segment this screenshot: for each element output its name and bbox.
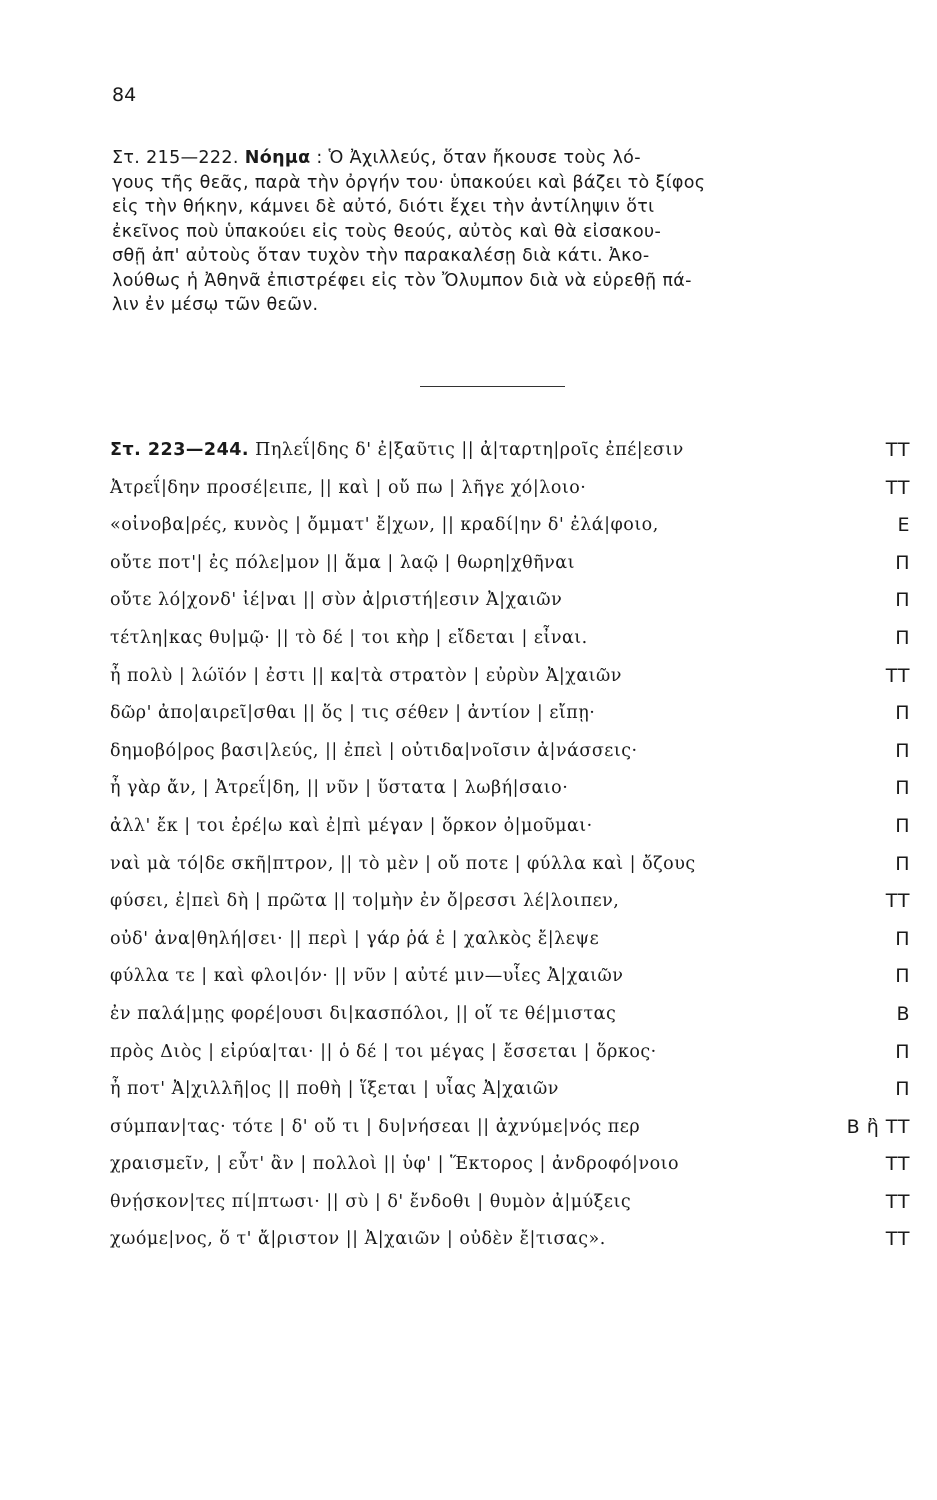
verse-line xyxy=(110,658,910,696)
verse-line xyxy=(110,582,910,620)
verse-line xyxy=(110,733,910,771)
meter-mark: Π xyxy=(895,626,910,649)
verse-line xyxy=(110,996,910,1034)
meter-mark: Π xyxy=(895,739,910,762)
verse-text: ἦ πολὺ | λώϊόν | ἐστι || κα|τὰ στρατὸν | εὐρὺν Ἀ|χαιῶν xyxy=(110,665,622,686)
verse-text: οὔτε λό|χονδ' ἰέ|ναι || σὺν ἀ|ριστή|εσιν Ἀ|χαιῶν xyxy=(110,590,563,611)
verse-text: Ἀτρεΐ|δην προσέ|ειπε, || καὶ | οὔ πω | λῆγε χό|λοιο· xyxy=(110,477,587,498)
meter-mark: Π xyxy=(895,1040,910,1063)
verse-line xyxy=(110,921,910,959)
verse-text: Πηλεΐ|δης δ' ἐ|ξαῦτις || ἀ|ταρτη|ροῖς ἐπέ|εσιν xyxy=(249,440,684,460)
note-line: γους τῆς θεᾶς, παρὰ τὴν ὀργήν του· ὑπακούει καὶ βάζει τὸ ξίφος xyxy=(112,172,706,193)
verse-text: ἦ γὰρ ἄν, | Ἀτρεΐ|δη, || νῦν | ὕστατα | λωβή|σαιο· xyxy=(110,778,569,799)
verse-line xyxy=(110,1184,910,1222)
verse-line xyxy=(110,958,910,996)
verse-text: ἦ ποτ' Ἀ|χιλλῆ|ος || ποθὴ | ἵξεται | υἷας Ἀ|χαιῶν xyxy=(110,1079,559,1100)
verse-text: τέτλη|κας θυ|μῷ· || τὸ δέ | τοι κὴρ | εἴδεται | εἶναι. xyxy=(110,627,588,648)
verse-text: σύμπαν|τας· τότε | δ' οὔ τι | δυ|νήσεαι || ἀχνύμε|νός περ xyxy=(110,1116,641,1137)
verse-range-label: Στ. 223—244. xyxy=(110,440,250,460)
commentary-paragraph xyxy=(112,146,932,318)
verse-list xyxy=(110,432,910,1259)
verse-text: χραισμεῖν, | εὖτ' ἂν | πολλοὶ || ὑφ' | Ἕκτορος | ἀνδροφό|νοιο xyxy=(110,1154,680,1175)
verse-line xyxy=(110,545,910,583)
meter-mark: Β ἢ ΤΤ xyxy=(846,1115,910,1138)
verse-line xyxy=(110,846,910,884)
section-divider xyxy=(420,386,565,387)
verse-text: οὐδ' ἀνα|θηλή|σει· || περὶ | γάρ ῥά ἑ | χαλκὸς ἔ|λεψε xyxy=(110,928,600,949)
verse-line xyxy=(110,1034,910,1072)
verse-text: δῶρ' ἀπο|αιρεῖ|σθαι || ὅς | τις σέθεν | ἀντίον | εἴπῃ· xyxy=(110,703,596,724)
verse-line xyxy=(110,1146,910,1184)
verse-text: ναὶ μὰ τό|δε σκῆ|πτρον, || τὸ μὲν | οὔ ποτε | φύλλα καὶ | ὄζους xyxy=(110,853,696,874)
verse-text: «οἰνοβα|ρές, κυνὸς | ὄμματ' ἔ|χων, || κραδί|ην δ' ἐλά|φοιο, xyxy=(110,515,659,536)
verse-text: οὔτε ποτ'| ἐς πόλε|μον || ἅμα | λαῷ | θωρη|χθῆναι xyxy=(110,552,575,573)
note-line: σθῇ ἀπ' αὐτοὺς ὅταν τυχὸν τὴν παρακαλέσῃ διὰ κάτι. Ἀκο- xyxy=(112,246,650,266)
note-line: εἰς τὴν θήκην, κάμνει δὲ αὐτό, διότι ἔχει τὴν ἀντίληψιν ὅτι xyxy=(112,197,655,217)
meter-mark: Π xyxy=(895,852,910,875)
meter-mark: ΤΤ xyxy=(885,1228,910,1251)
note-line: λιν ἐν μέσῳ τῶν θεῶν. xyxy=(112,295,319,315)
verse-text: ἐν παλά|μῃς φορέ|ουσι δι|κασπόλοι, || οἵ τε θέ|μιστας xyxy=(110,1003,617,1024)
verse-text: δημοβό|ρος βασι|λεύς, || ἐπεὶ | οὐτιδα|νοῖσιν ἀ|νάσσεις· xyxy=(110,740,638,761)
page-number: 84 xyxy=(112,84,137,106)
verse-text: χωόμε|νος, ὅ τ' ἄ|ριστον || Ἀ|χαιῶν | οὐδὲν ἔ|τισας». xyxy=(110,1229,606,1250)
verse-line xyxy=(110,620,910,658)
meter-mark: ΤΤ xyxy=(885,890,910,913)
verse-line xyxy=(110,507,910,545)
meter-mark: ΤΤ xyxy=(885,1153,910,1176)
verse-line xyxy=(110,1221,910,1259)
verse-text: φύσει, ἐ|πεὶ δὴ | πρῶτα || το|μὴν ἐν ὄ|ρεσσι λέ|λοιπεν, xyxy=(110,891,620,912)
meter-mark: Π xyxy=(895,927,910,950)
verse-line xyxy=(110,432,910,470)
meter-mark: Π xyxy=(895,777,910,800)
meter-mark: ΤΤ xyxy=(885,476,910,499)
note-line: ἐκεῖνος ποὺ ὑπακούει εἰς τοὺς θεούς, αὐτὸς καὶ θὰ εἰσακου- xyxy=(112,221,662,242)
meter-mark: Β xyxy=(896,1002,910,1025)
meter-mark: Π xyxy=(895,1078,910,1101)
note-line: λούθως ἡ Ἀθηνᾶ ἐπιστρέφει εἰς τὸν Ὄλυμπον διὰ νὰ εὑρεθῇ πά- xyxy=(112,270,692,291)
verse-line xyxy=(110,695,910,733)
verse-text: πρὸς Διὸς | εἰρύα|ται· || ὁ δέ | τοι μέγας | ἔσσεται | ὅρκος· xyxy=(110,1041,657,1062)
meter-mark: ΤΤ xyxy=(885,1190,910,1213)
meter-mark: ΤΤ xyxy=(885,664,910,687)
verse-line xyxy=(110,470,910,508)
meter-mark: Π xyxy=(895,965,910,988)
verse-line xyxy=(110,770,910,808)
note-line: Στ. 215—222. Νόημα : Ὁ Ἀχιλλεύς, ὅταν ἤκουσε τοὺς λό- xyxy=(112,148,641,168)
meter-mark: Ε xyxy=(897,514,910,537)
verse-line xyxy=(110,1109,910,1147)
meter-mark: ΤΤ xyxy=(885,439,910,461)
meter-mark: Π xyxy=(895,589,910,612)
meter-mark: Π xyxy=(895,702,910,725)
verse-line xyxy=(110,883,910,921)
meter-mark: Π xyxy=(895,814,910,837)
noema-label: Νόημα xyxy=(244,148,311,168)
meter-mark: Π xyxy=(895,551,910,574)
verse-line xyxy=(110,808,910,846)
verse-text: θνῄσκον|τες πί|πτωσι· || σὺ | δ' ἔνδοθι | θυμὸν ἀ|μύξεις xyxy=(110,1191,632,1212)
verse-line xyxy=(110,1071,910,1109)
verse-text: φύλλα τε | καὶ φλοι|όν· || νῦν | αὐτέ μιν—υἷες Ἀ|χαιῶν xyxy=(110,966,624,987)
verse-text: ἀλλ' ἔκ | τοι ἐρέ|ω καὶ ἐ|πὶ μέγαν | ὅρκον ὀ|μοῦμαι· xyxy=(110,815,593,836)
